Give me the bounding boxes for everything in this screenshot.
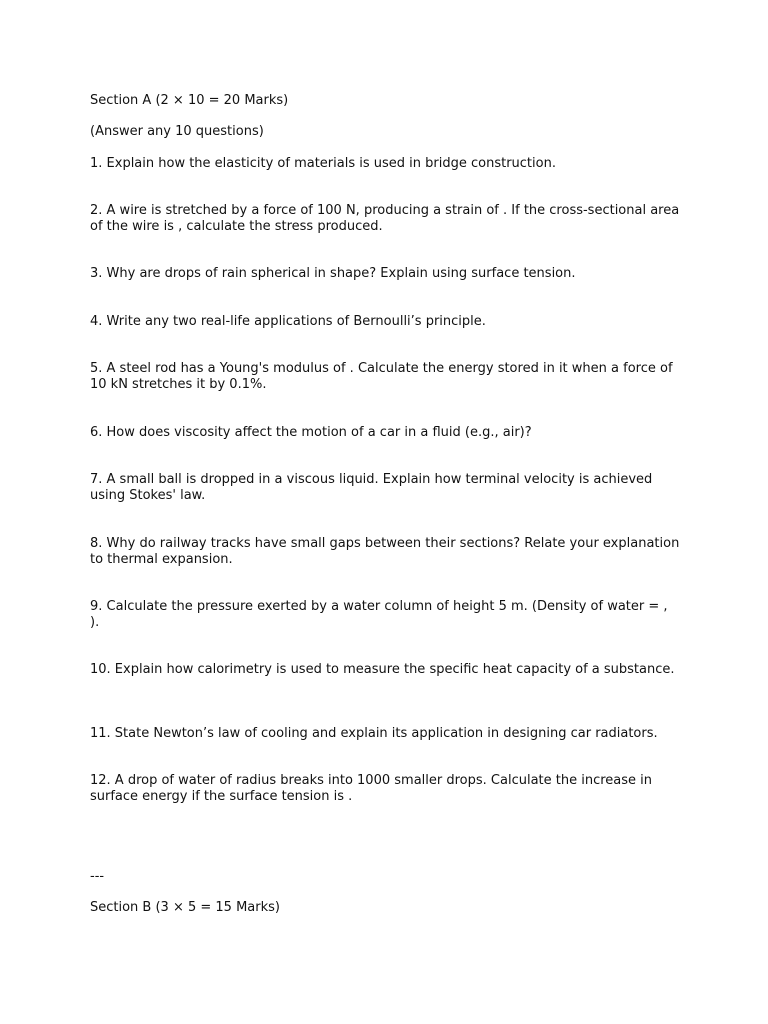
section-a-instruction: (Answer any 10 questions): [90, 124, 264, 139]
question-4: 4. Write any two real-life applications of Bernoulli’s principle.: [90, 314, 486, 329]
question-11: 11. State Newton’s law of cooling and explain its application in designing car radiators.: [90, 726, 658, 741]
question-1: 1. Explain how the elasticity of materials is used in bridge construction.: [90, 156, 556, 171]
document-page: [90, 0, 680, 1024]
question-2: 2. A wire is stretched by a force of 100 N, producing a strain of . If the cross-sectional area of the wire is , calculate the stress produced.: [90, 203, 680, 234]
question-3: 3. Why are drops of rain spherical in shape? Explain using surface tension.: [90, 266, 576, 281]
section-b-heading: Section B (3 × 5 = 15 Marks): [90, 900, 280, 915]
question-7: 7. A small ball is dropped in a viscous liquid. Explain how terminal velocity is achieved using Stokes' law.: [90, 472, 653, 503]
question-10: 10. Explain how calorimetry is used to measure the specific heat capacity of a substance.: [90, 662, 675, 677]
question-12: 12. A drop of water of radius breaks into 1000 smaller drops. Calculate the increase in surface energy if the surface tension is .: [90, 773, 653, 804]
question-6: 6. How does viscosity affect the motion of a car in a fluid (e.g., air)?: [90, 425, 532, 440]
question-5: 5. A steel rod has a Young's modulus of . Calculate the energy stored in it when a force of 10 kN stretches it by 0.1%.: [90, 361, 673, 392]
question-8: 8. Why do railway tracks have small gaps between their sections? Relate your explanation to thermal expansion.: [90, 536, 680, 567]
question-9: 9. Calculate the pressure exerted by a water column of height 5 m. (Density of water = , ).: [90, 599, 668, 630]
section-a-heading: Section A (2 × 10 = 20 Marks): [90, 93, 289, 108]
section-separator: ---: [90, 869, 105, 884]
